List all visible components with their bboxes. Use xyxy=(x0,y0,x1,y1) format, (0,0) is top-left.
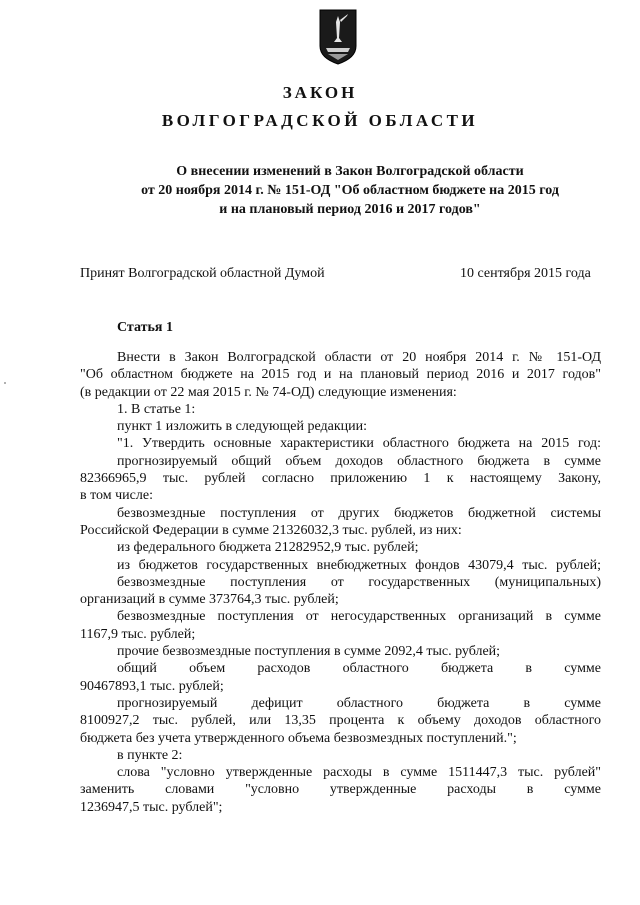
body-line: (в редакции от 22 мая 2015 г. № 74-ОД) следующие изменения: xyxy=(80,384,457,400)
body-line: прочие безвозмездные поступления в сумме 2092,4 тыс. рублей; xyxy=(117,644,501,660)
article-body xyxy=(80,349,601,816)
article-heading: Статья 1 xyxy=(117,320,173,335)
body-line: из бюджетов государственных внебюджетных фондов 43079,4 тыс. рублей; xyxy=(117,557,601,573)
body-line: 1. В статье 1: xyxy=(117,401,196,417)
body-line: в пункте 2: xyxy=(117,747,183,763)
body-line: безвозмездные поступления от государственных (муниципальных) xyxy=(117,574,601,590)
body-line: Российской Федерации в сумме 21326032,3 тыс. рублей, из них: xyxy=(80,522,462,538)
body-line: 82366965,9 тыс. рублей согласно приложению 1 к настоящему Закону, xyxy=(80,471,601,487)
subtitle-line: от 20 ноября 2014 г. № 151-ОД "Об областном бюджете на 2015 год xyxy=(141,183,559,198)
law-subtitle xyxy=(60,162,640,219)
scan-artifact xyxy=(4,382,6,384)
body-line: 1236947,5 тыс. рублей"; xyxy=(80,799,223,815)
body-line: организаций в сумме 373764,3 тыс. рублей; xyxy=(80,592,339,608)
body-line: пункт 1 изложить в следующей редакции: xyxy=(117,419,367,435)
body-line: из федерального бюджета 21282952,9 тыс. рублей; xyxy=(117,540,419,556)
body-line: "Об областном бюджете на 2015 год и на плановый период 2016 и 2017 годов" xyxy=(80,367,601,383)
body-line: прогнозируемый общий объем доходов областного бюджета в сумме xyxy=(117,453,601,469)
body-line: 90467893,1 тыс. рублей; xyxy=(80,678,224,694)
adopted-by: Принят Волгоградской областной Думой xyxy=(80,266,325,281)
body-line: Внести в Закон Волгоградской области от 20 ноября 2014 г. № 151-ОД xyxy=(117,350,601,365)
body-line: в том числе: xyxy=(80,488,153,504)
body-line: безвозмездные поступления от негосударственных организаций в сумме xyxy=(117,609,601,625)
law-region-title: ВОЛГОГРАДСКОЙ ОБЛАСТИ xyxy=(161,111,479,130)
law-title: ЗАКОН xyxy=(282,83,358,102)
body-line: бюджета без учета утвержденного объема безвозмездных поступлений."; xyxy=(80,730,517,746)
body-line: "1. Утвердить основные характеристики областного бюджета на 2015 год: xyxy=(117,436,601,452)
body-line: 8100927,2 тыс. рублей, или 13,35 процента к объему доходов областного xyxy=(80,713,601,729)
subtitle-line: О внесении изменений в Закон Волгоградской области xyxy=(176,164,524,179)
body-line: безвозмездные поступления от других бюджетов бюджетной системы xyxy=(117,505,601,521)
volgograd-coat-of-arms-icon xyxy=(318,8,358,66)
body-line: 1167,9 тыс. рублей; xyxy=(80,626,196,642)
body-line: заменить словами "условно утвержденные расходы в сумме xyxy=(80,782,601,798)
body-line: общий объем расходов областного бюджета в сумме xyxy=(117,661,601,677)
subtitle-line: и на плановый период 2016 и 2017 годов" xyxy=(219,202,481,217)
body-line: прогнозируемый дефицит областного бюджета в сумме xyxy=(117,695,601,711)
body-line: слова "условно утвержденные расходы в сумме 1511447,3 тыс. рублей" xyxy=(117,765,601,781)
adopted-date: 10 сентября 2015 года xyxy=(460,266,591,281)
